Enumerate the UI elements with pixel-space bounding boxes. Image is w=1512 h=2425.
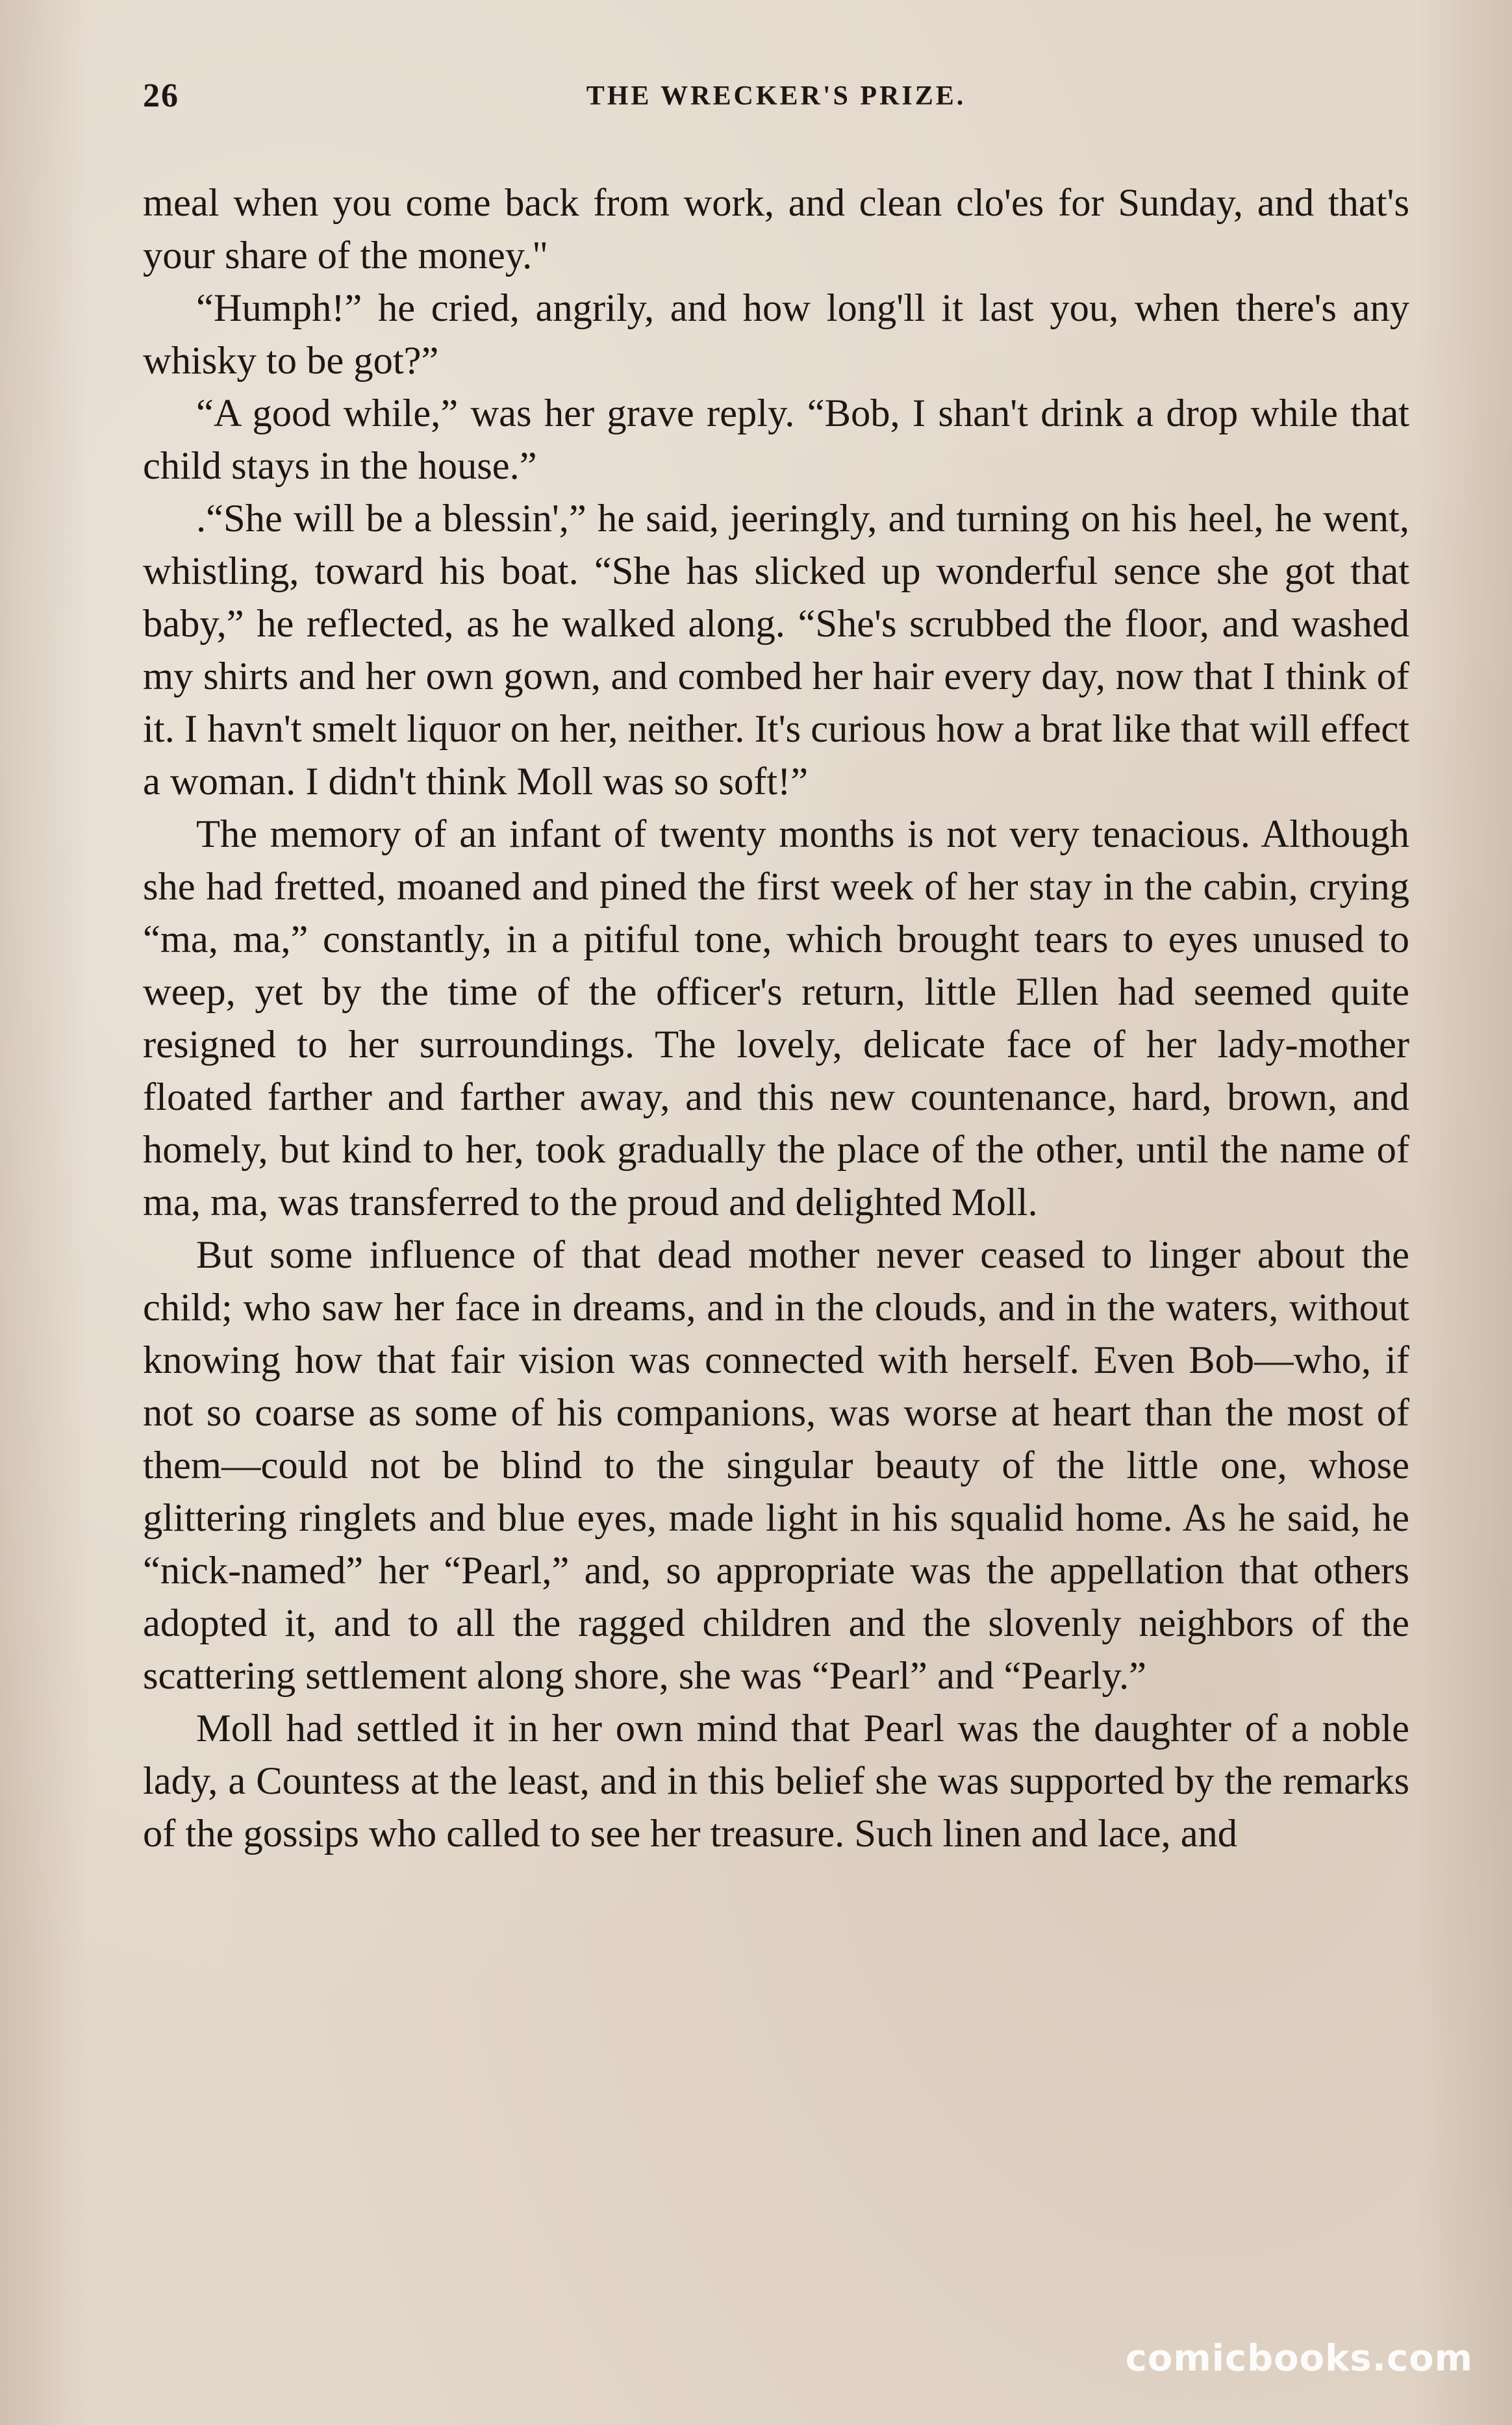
paragraph-5: The memory of an infant of twenty months is not very tenacious. Although she had fretted, moaned and pined the first week of her stay in the cabin, crying “ma, ma,” constantly, in a pitiful tone, which brought tears to eyes unused to weep, yet by the time of the officer's return, little Ellen had seemed quite resigned to her surroundings. The lovely, delicate face of her lady-mother floated farther and farther away, and this new countenance, hard, brown, and homely, but kind to her, took gradually the place of the other, until the name of ma, ma, was transferred to the proud and delighted Moll. xyxy=(143,812,1409,1224)
paragraph-4: .“She will be a blessin',” he said, jeeringly, and turning on his heel, he went, whistling, toward his boat. “She has slicked up wonderful sence she got that baby,” he reflected, as he walked along. “She's scrubbed the floor, and washed my shirts and her own gown, and combed her hair every day, now that I think of it. I havn't smelt liquor on her, neither. It's curious how a brat like that will effect a woman. I didn't think Moll was so soft!” xyxy=(143,497,1409,803)
paragraph-2: “Humph!” he cried, angrily, and how long'll it last you, when there's any whisky to be got?” xyxy=(143,286,1409,383)
page-number: 26 xyxy=(143,77,179,114)
watermark: comicbooks.com xyxy=(1125,2337,1473,2380)
body-text xyxy=(143,177,1409,1860)
paragraph-1: meal when you come back from work, and clean clo'es for Sunday, and that's your share of the money." xyxy=(143,181,1409,277)
paragraph-3: “A good while,” was her grave reply. “Bob, I shan't drink a drop while that child stays in the house.” xyxy=(143,392,1409,488)
running-head xyxy=(143,71,1409,136)
paragraph-7: Moll had settled it in her own mind that Pearl was the daughter of a noble lady, a Countess at the least, and in this belief she was supported by the remarks of the gossips who called to see her treasure. Such linen and lace, and xyxy=(143,1707,1409,1855)
book-page xyxy=(143,71,1409,2357)
running-title: THE WRECKER'S PRIZE. xyxy=(586,81,966,111)
paragraph-6: But some influence of that dead mother never ceased to linger about the child; who saw her face in dreams, and in the clouds, and in the waters, without knowing how that fair vision was connected with herself. Even Bob—who, if not so coarse as some of his companions, was worse at heart than the most of them—could not be blind to the singular beauty of the little one, whose glittering ringlets and blue eyes, made light in his squalid home. As he said, he “nick-named” her “Pearl,” and, so appropriate was the appellation that others adopted it, and to all the ragged children and the slovenly neighbors of the scattering settlement along shore, she was “Pearl” and “Pearly.” xyxy=(143,1233,1409,1698)
